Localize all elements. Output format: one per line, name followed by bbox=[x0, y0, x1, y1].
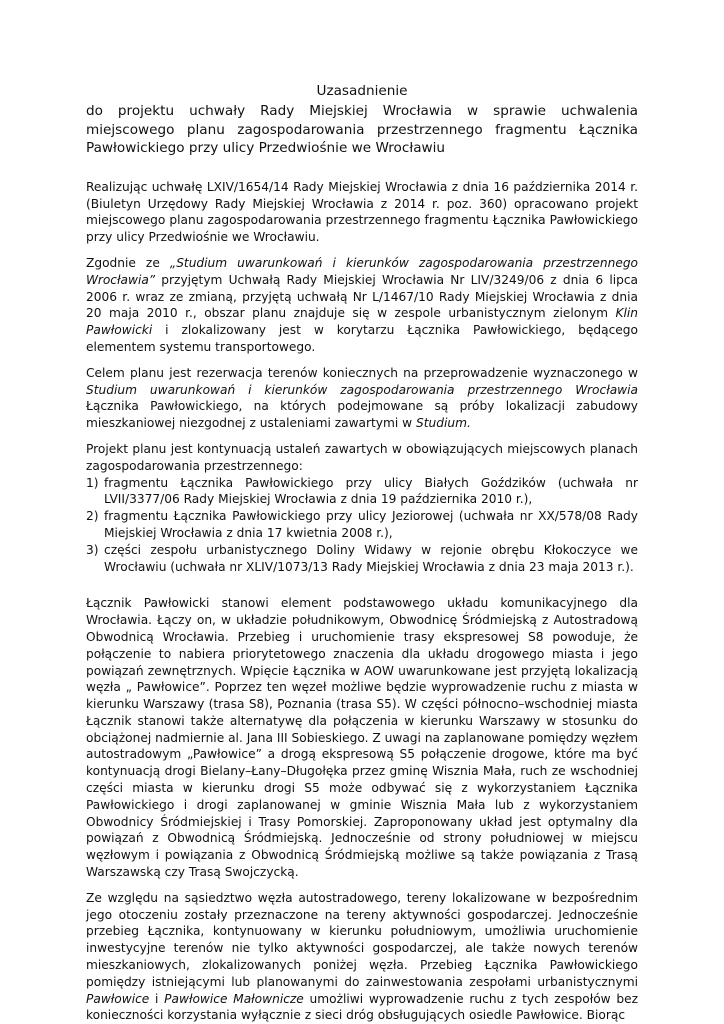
italic-run: „Studium uwarunkowań i kierunków zagospodarowania przestrzennego Wrocławia” bbox=[86, 255, 639, 287]
list-item bbox=[86, 542, 638, 576]
list-number: 2) bbox=[86, 509, 99, 524]
plans-list bbox=[86, 475, 638, 576]
text-run: Łącznika Pawłowickiego, na których podejmowane są próby lokalizacji zabudowy mieszkaniowej niezgodnej z ustaleniami zawartymi w bbox=[86, 399, 638, 431]
text-run: przyjętym Uchwałą Rady Miejskiej Wrocławia Nr LIV/3249/06 z dnia 6 lipca 2006 r. wraz ze zmianą, przyjętą uchwałą Nr L/1467/10 Rady Miejskiej Wrocławia z dnia 20 maja 2010 r., obszar planu znajduje się w zespole urbanistycznym zielonym bbox=[86, 272, 638, 321]
paragraph-economic-zones bbox=[86, 890, 638, 1024]
list-item bbox=[86, 508, 638, 542]
paragraph-connector-description: Łącznik Pawłowicki stanowi element podstawowego układu komunikacyjnego dla Wrocławia. Łączy on, w układzie południkowym, Obwodnicę Śródmiejską z Autostradową Obwodnicą Wrocławia. Przebieg i uruchomienie trasy ekspresowej S8 powoduje, że połączenie to nabiera priorytetowego znaczenia dla układu drogowego miasta i jego powiązań zewnętrznych. Wpięcie Łącznika w AOW uwarunkowane jest przyjętą lokalizacją węzła „ Pawłowice”. Poprzez ten węzeł możliwe będzie wyprowadzenie ruchu z miasta w kierunku Warszawy (trasa S8), Poznania (trasa S5). W części północno–wschodniej miasta Łącznik stanowi także alternatywę dla połączenia w kierunku Warszawy w stosunku do obciążonej nadmiernie al. Jana III Sobieskiego. Z uwagi na zaplanowane pomiędzy węzłem autostradowym „Pawłowice” a drogą ekspresową S5 połączenie drogowe, które ma być kontynuacją drogi Bielany–Łany–Długołęka przez gminę Wisznia Mała, ruch ze wschodniej części miasta w kierunku drogi S5 może odbywać się z wykorzystaniem Łącznika Pawłowickiego i drogi zaplanowanej w gminie Wisznia Mała lub z wykorzystaniem Obwodnicy Śródmiejskiej i Trasy Pomorskiej. Zaproponowany układ jest optymalny dla powiązań z Obwodnicą Śródmiejską. Jednocześnie od strony południowej w miejscu węzłowym i powiązania z Obwodnicą Śródmiejską możliwe są także powiązania z Trasą Warszawską czy Trasą Swojczycką. bbox=[86, 596, 638, 880]
italic-run: Pawłowice Małownicze bbox=[164, 991, 304, 1006]
text-run: i zlokalizowany jest w korytarzu Łącznika Pawłowickiego, będącego elementem systemu transportowego. bbox=[86, 323, 638, 354]
italic-run: Studium uwarunkowań i kierunków zagospodarowania przestrzennego Wrocławia bbox=[86, 382, 638, 397]
text-run: i bbox=[149, 991, 165, 1006]
italic-run: Studium. bbox=[416, 416, 471, 431]
italic-run: Klin Pawłowicki bbox=[86, 306, 638, 338]
text-run: Ze względu na sąsiedztwo węzła autostradowego, tereny lokalizowane w bezpośrednim jego otoczeniu zostały przeznaczone na tereny aktywności gospodarczej. Jednocześnie przebieg Łącznika, kontynuowany w kierunku południowym, umożliwia uruchomienie inwestycyjne terenów nie tylko aktywności gospodarczej, ale także nowych terenów mieszkaniowych, zlokalizowanych poniżej węzła. Przebieg Łącznika Pawłowickiego pomiędzy istniejącymi lub planowanymi do zainwestowania zespołami urbanistycznymi bbox=[86, 890, 638, 989]
list-text: fragmentu Łącznika Pawłowickiego przy ulicy Białych Goździków (uchwała nr LVII/3377/06 Rady Miejskiej Wrocławia z dnia 19 października 2010 r.), bbox=[104, 475, 638, 507]
paragraph-studium bbox=[86, 255, 638, 356]
text-run: Zgodnie ze bbox=[86, 255, 170, 270]
list-text: części zespołu urbanistycznego Doliny Widawy w rejonie obrębu Kłokoczyce we Wrocławiu (uchwała nr XLIV/1073/13 Rady Miejskiej Wrocławia z dnia 23 maja 2013 r.). bbox=[104, 542, 638, 574]
list-number: 1) bbox=[86, 475, 99, 490]
text-run: Celem planu jest rezerwacja terenów koniecznych na przeprowadzenie wyznaczonego w bbox=[86, 365, 638, 380]
text-run: umożliwi wyprowadzenie ruchu z tych zespołów bez konieczności korzystania wyłącznie z sieci dróg obsługujących osiedle Pawłowice. Biorąc bbox=[86, 991, 638, 1023]
paragraph-resolution: Realizując uchwałę LXIV/1654/14 Rady Miejskiej Wrocławia z dnia 16 października 2014 r. (Biuletyn Urzędowy Rady Miejskiej Wrocławia z 2014 r. poz. 360) opracowano projekt miejscowego planu zagospodarowania przestrzennego fragmentu Łącznika Pawłowickiego przy ulicy Przedwiośnie we Wrocławiu. bbox=[86, 179, 638, 245]
paragraph-continuation-intro: Projekt planu jest kontynuacją ustaleń zawartych w obowiązujących miejscowych planach zagospodarowania przestrzennego: bbox=[86, 441, 638, 473]
list-item bbox=[86, 475, 638, 509]
list-text: fragmentu Łącznika Pawłowickiego przy ulicy Jeziorowej (uchwała nr XX/578/08 Rady Miejskiej Wrocławia z dnia 17 kwietnia 2008 r.), bbox=[104, 509, 638, 540]
italic-run: Pawłowice bbox=[86, 991, 150, 1006]
list-number: 3) bbox=[86, 542, 99, 557]
document-subtitle: do projektu uchwały Rady Miejskiej Wrocławia w sprawie uchwalenia miejscowego planu zagospodarowania przestrzennego fragmentu Łącznika Pawłowickiego przy ulicy Przedwiośnie we Wrocławiu bbox=[86, 103, 638, 157]
paragraph-plan-goal bbox=[86, 365, 638, 432]
document-title: Uzasadnienie bbox=[316, 83, 408, 99]
